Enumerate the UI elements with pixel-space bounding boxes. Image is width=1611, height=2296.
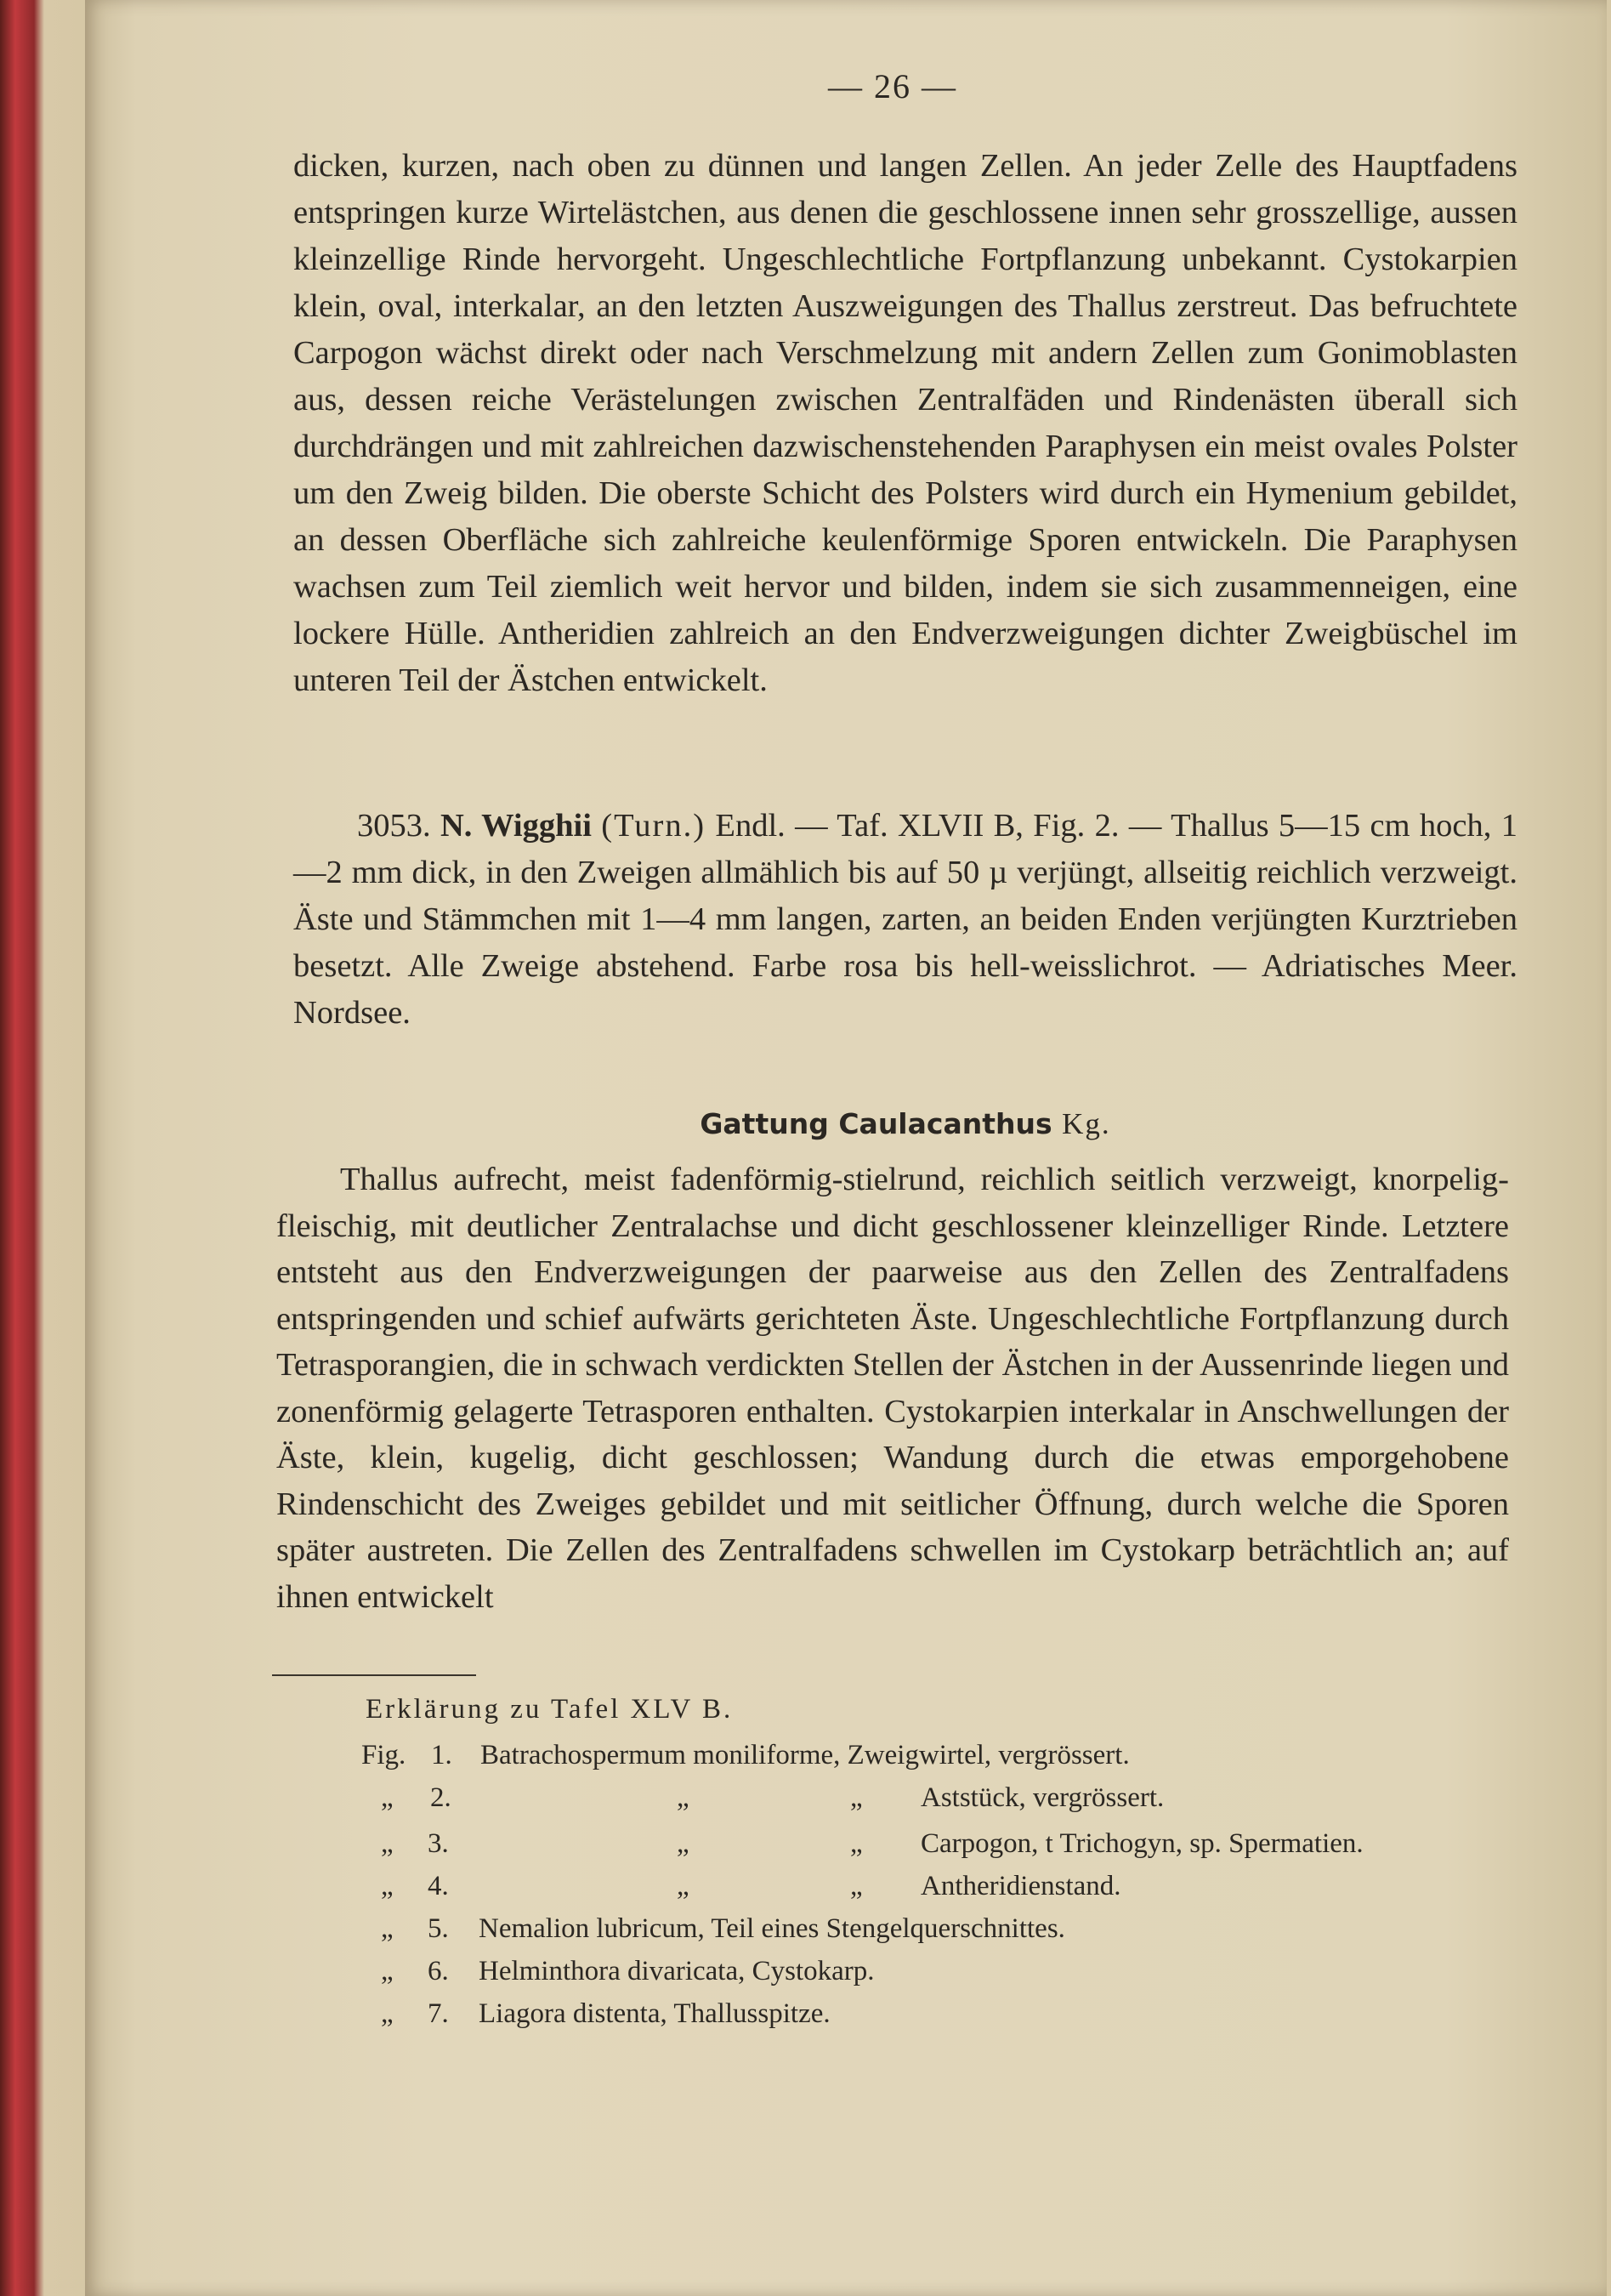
caption-text: Helminthora divaricata, Cystokarp. [479,1956,875,1986]
genus-author: Kg. [1062,1107,1111,1140]
caption-number: 6. [428,1956,449,1986]
caption-number: 3. [428,1828,449,1859]
page-number: — 26 — [828,67,957,105]
ditto-mark: „ [677,1828,689,1859]
species-author: (Turn.) [601,808,706,844]
caption-number: 1. [431,1740,452,1770]
ditto-mark: „ [677,1871,689,1901]
ditto-mark: „ [850,1828,863,1859]
caption-label: „ [381,1782,394,1813]
caption-label: Fig. [361,1740,406,1770]
caption-label: „ [381,1828,394,1859]
species-number: 3053. [357,808,431,844]
ditto-mark: „ [850,1782,863,1813]
caption-label: „ [381,1871,394,1901]
caption-label: „ [381,1913,394,1944]
caption-text: Nemalion lubricum, Teil eines Stengelquerschnittes. [479,1913,1065,1944]
species-description: Endl. — Taf. XLVII B, Fig. 2. — Thallus 5—15 cm hoch, 1—2 mm dick, in den Zweigen allmählich bis auf 50 µ verjüngt, allseitig reichlich verzweigt. Äste und Stämmchen mit 1—4 mm langen, zarten, an beiden Enden verjüngten Kurztrieben besetzt. Alle Zweige abstehend. Farbe rosa bis hell-weisslichrot. — Adriatisches Meer. Nordsee. [293,808,1518,1031]
caption-number: 4. [428,1871,449,1901]
caption-text: Aststück, vergrössert. [921,1782,1165,1813]
caption-number: 5. [428,1913,449,1944]
ditto-mark: „ [677,1782,689,1813]
caption-text: Liagora distenta, Thallusspitze. [479,1998,831,2029]
caption-text: Antheridienstand. [921,1871,1121,1901]
paragraph-description: dicken, kurzen, nach oben zu dünnen und langen Zellen. An jeder Zelle des Hauptfadens entspringen kurze Wirtelästchen, aus denen die geschlossene innen sehr grosszellige, aussen kleinzellige Rinde hervorgeht. Ungeschlechtliche Fortpflanzung unbekannt. Cystokarpien klein, oval, interkalar, an den letzten Auszweigungen des Thallus zerstreut. Das befruchtete Carpogon wächst direkt oder nach Verschmelzung mit andern Zellen zum Gonimoblasten aus, dessen reiche Verästelungen zwischen Zentralfäden und Rindenästen überall sich durchdrängen und mit zahlreichen dazwischenstehenden Paraphysen ein meist ovales Polster um den Zweig bilden. Die oberste Schicht des Polsters wird durch ein Hymenium gebildet, an dessen Oberfläche sich zahlreiche keulenförmige Sporen entwickeln. Die Paraphysen wachsen zum Teil ziemlich weit hervor und bilden, indem sie sich zusammenneigen, eine lockere Hülle. Antheridien zahlreich an den Endverzweigungen dichter Zweigbüschel im unteren Teil der Ästchen entwickelt. [293,148,1517,698]
ditto-mark: „ [850,1871,863,1901]
caption-label: „ [381,1956,394,1986]
caption-number: 2. [430,1782,451,1813]
paragraph-genus-description: Thallus aufrecht, meist fadenförmig-stielrund, reichlich seitlich verzweigt, knorpelig-fleischig, mit deutlicher Zentralachse und dicht geschlossener kleinzelliger Rinde. Letztere entsteht aus den Endverzweigungen der paarweise aus den Zellen des Zentralfadens entspringenden und schief aufwärts gerichteten Äste. Ungeschlechtliche Fortpflanzung durch Tetrasporangien, die in schwach verdickten Stellen der Ästchen in der Aussenrinde liegen und zonenförmig gelagerte Tetrasporen enthalten. Cystokarpien interkalar in Anschwellungen der Äste, klein, kugelig, dicht geschlossen; Wandung durch die etwas emporgehobene Rindenschicht des Zweiges gebildet und mit seitlicher Öffnung, durch welche die Sporen später austreten. Die Zellen des Zentralfadens schwellen im Cystokarp beträchtlich an; auf ihnen entwickelt [276,1162,1509,1615]
caption-number: 7. [428,1998,449,2029]
caption-text: Batrachospermum moniliforme, Zweigwirtel, vergrössert. [480,1740,1130,1770]
footnote-rule [272,1674,476,1676]
plate-caption-title: Erklärung zu Tafel XLV B. [366,1694,734,1725]
paragraph-species-entry [293,803,1517,1037]
caption-text: Carpogon, t Trichogyn, sp. Spermatien. [921,1828,1364,1859]
genus-heading [0,1107,1611,1141]
caption-label: „ [381,1998,394,2029]
species-name: N. Wigghii [440,808,592,844]
genus-name: Gattung Caulacanthus [700,1107,1052,1140]
